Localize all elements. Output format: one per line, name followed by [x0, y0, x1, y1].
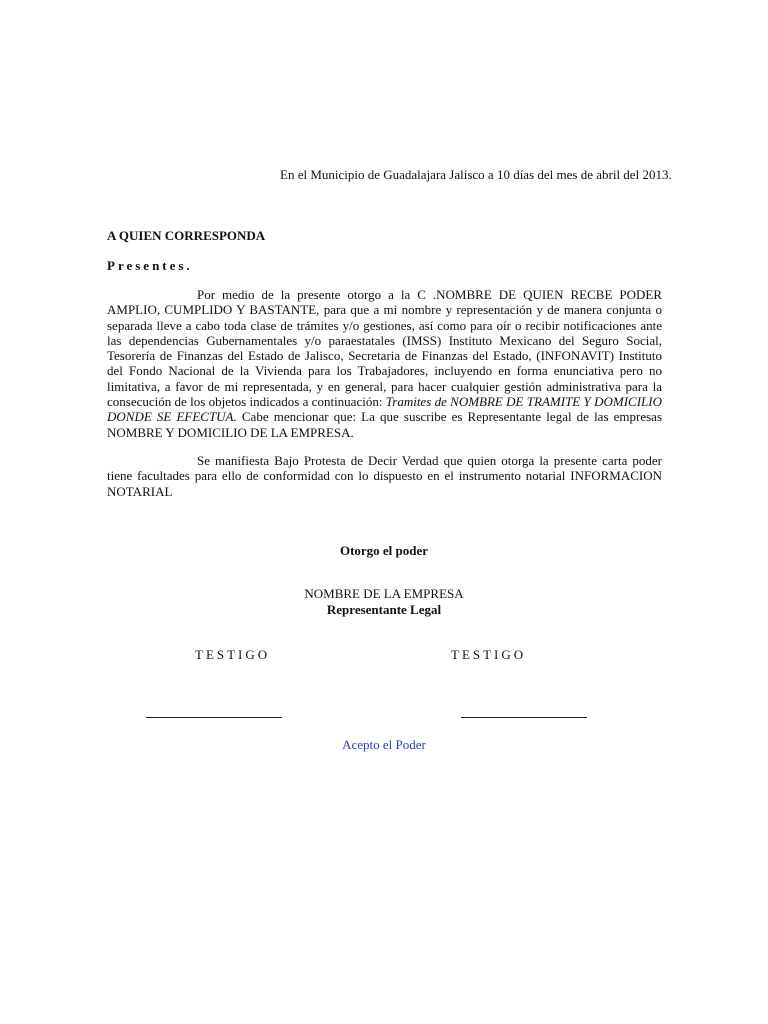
grantor-company: NOMBRE DE LA EMPRESA — [304, 586, 464, 601]
accept-power-link[interactable]: Acepto el Poder — [342, 737, 426, 752]
salutation: A QUIEN CORRESPONDA — [107, 228, 266, 243]
body-paragraph-1 — [107, 287, 662, 440]
signature-line-right — [461, 717, 587, 718]
grantor-heading: Otorgo el poder — [339, 543, 429, 558]
grantor-role: Representante Legal — [326, 602, 442, 617]
paragraph-1-text-b: Cabe mencionar que: La que suscribe es Representante legal de las empresas NOMBRE Y DOMICILIO DE LA EMPRESA. — [107, 409, 662, 440]
date-line: En el Municipio de Guadalajara Jalisco a 10 días del mes de abril del 2013. — [280, 167, 672, 182]
body-paragraph-2: Se manifiesta Bajo Protesta de Decir Verdad que quien otorga la presente carta poder tiene facultades para ello de conformidad con lo dispuesto en el instrumento notarial INFORMACION NOTARIAL — [107, 453, 662, 499]
paragraph-1-italic: Tramites de NOMBRE DE TRAMITE Y DOMICILIO DONDE SE EFECTUA. — [107, 394, 662, 425]
witness-right-label: TESTIGO — [451, 647, 527, 662]
presentes-heading: Presentes. — [107, 258, 193, 273]
witness-left-label: TESTIGO — [195, 647, 271, 662]
signature-line-left — [146, 717, 282, 718]
paragraph-1-text-a: Por medio de la presente otorgo a la C .NOMBRE DE QUIEN RECBE PODER AMPLIO, CUMPLIDO Y BASTANTE, para que a mi nombre y representación y de manera conjunta o separada lleve a cabo toda clase de trámites y/o gestiones, así como para oír o recibir notificaciones ante las dependencias Gubernamentales y/o paraestatales (IMSS) Instituto Mexicano del Seguro Social, Tesorería de Finanzas del Estado de Jalisco, Secretaria de Finanzas del Estado, (INFONAVIT) Instituto del Fondo Nacional de la Vivienda para los Trabajadores, incluyendo en forma enunciativa pero no limitativa, a favor de mi representada, y en general, para hacer cualquier gestión administrativa para la consecución de los objetos indicados a continuación: — [107, 287, 662, 410]
